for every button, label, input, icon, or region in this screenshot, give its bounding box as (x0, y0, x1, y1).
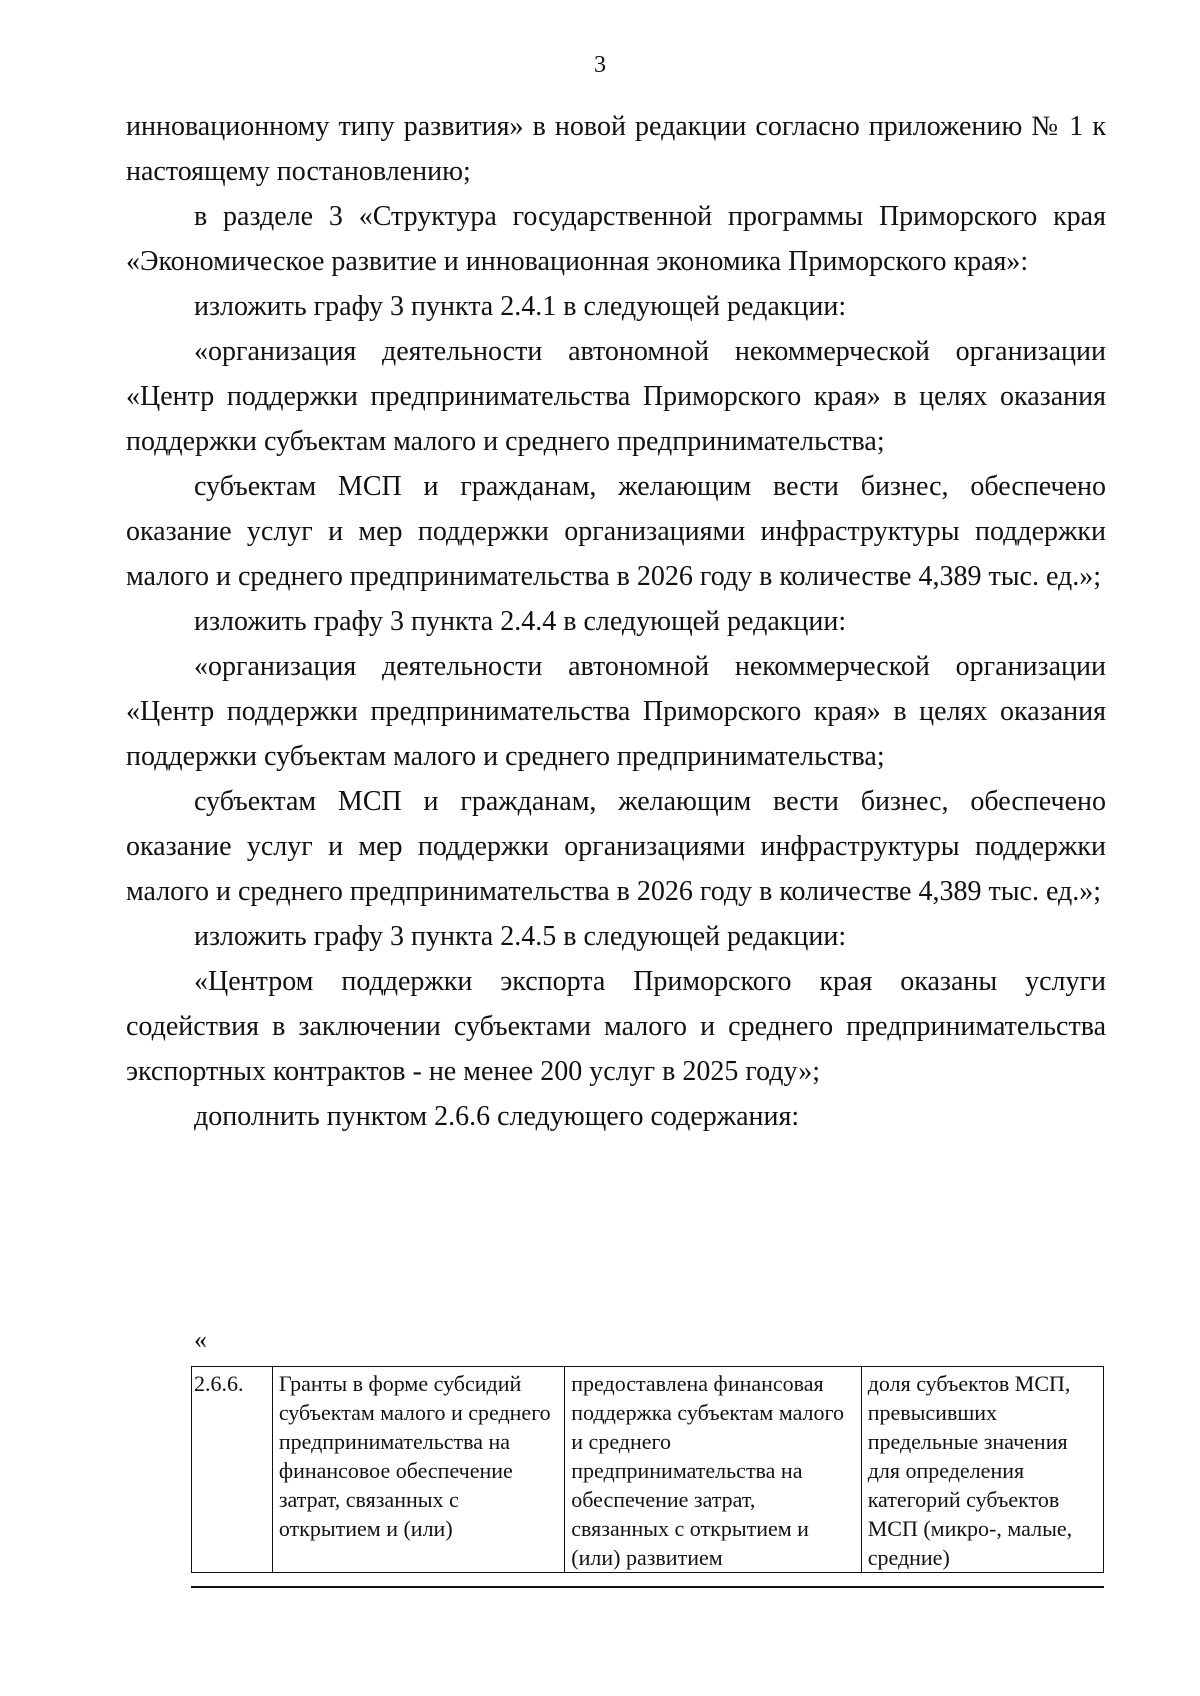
document-body (126, 104, 1106, 1139)
table-cell-result: предоставлена финансовая поддержка субъектам малого и среднего предпринимательства на обеспечение затрат, связанных с открытием и (или) развитием (565, 1367, 861, 1573)
paragraph: «организация деятельности автономной некоммерческой организации «Центр поддержки предпринимательства Приморского края» в целях оказания поддержки субъектам малого и среднего предпринимательства; (126, 651, 1106, 772)
paragraph: субъектам МСП и гражданам, желающим вести бизнес, обеспечено оказание услуг и мер поддержки организациями инфраструктуры поддержки малого и среднего предпринимательства в 2026 году в количестве 4,389 тыс. ед.»; (126, 786, 1106, 907)
paragraph: изложить графу 3 пункта 2.4.5 в следующей редакции: (194, 921, 847, 952)
page-number: 3 (594, 52, 606, 78)
paragraph: дополнить пунктом 2.6.6 следующего содержания: (194, 1101, 800, 1132)
paragraph: «организация деятельности автономной некоммерческой организации «Центр поддержки предпринимательства Приморского края» в целях оказания поддержки субъектам малого и среднего предпринимательства; (126, 336, 1106, 457)
paragraph: инновационному типу развития» в новой редакции согласно приложению № 1 к настоящему постановлению; (126, 111, 1106, 187)
opening-quote-mark: « (194, 1325, 207, 1354)
table-row (192, 1367, 1104, 1573)
paragraph: «Центром поддержки экспорта Приморского края оказаны услуги содействия в заключении субъектами малого и среднего предпринимательства экспортных контрактов - не менее 200 услуг в 2025 году»; (126, 966, 1106, 1087)
program-table (191, 1366, 1104, 1588)
paragraph: субъектам МСП и гражданам, желающим вести бизнес, обеспечено оказание услуг и мер поддержки организациями инфраструктуры поддержки малого и среднего предпринимательства в 2026 году в количестве 4,389 тыс. ед.»; (126, 471, 1106, 592)
paragraph: изложить графу 3 пункта 2.4.1 в следующей редакции: (194, 291, 847, 322)
paragraph: в разделе 3 «Структура государственной программы Приморского края «Экономическое развитие и инновационная экономика Приморского края»: (126, 201, 1106, 277)
table-cell-measure: Гранты в форме субсидий субъектам малого и среднего предпринимательства на финансовое обеспечение затрат, связанных с открытием и (или) (272, 1367, 564, 1573)
paragraph: изложить графу 3 пункта 2.4.4 в следующей редакции: (194, 606, 847, 637)
table-cell-indicator: доля субъектов МСП, превысивших предельные значения для определения категорий субъектов МСП (микро-, малые, средние) (861, 1367, 1103, 1573)
table (191, 1366, 1104, 1573)
table-cell-number: 2.6.6. (192, 1367, 273, 1573)
